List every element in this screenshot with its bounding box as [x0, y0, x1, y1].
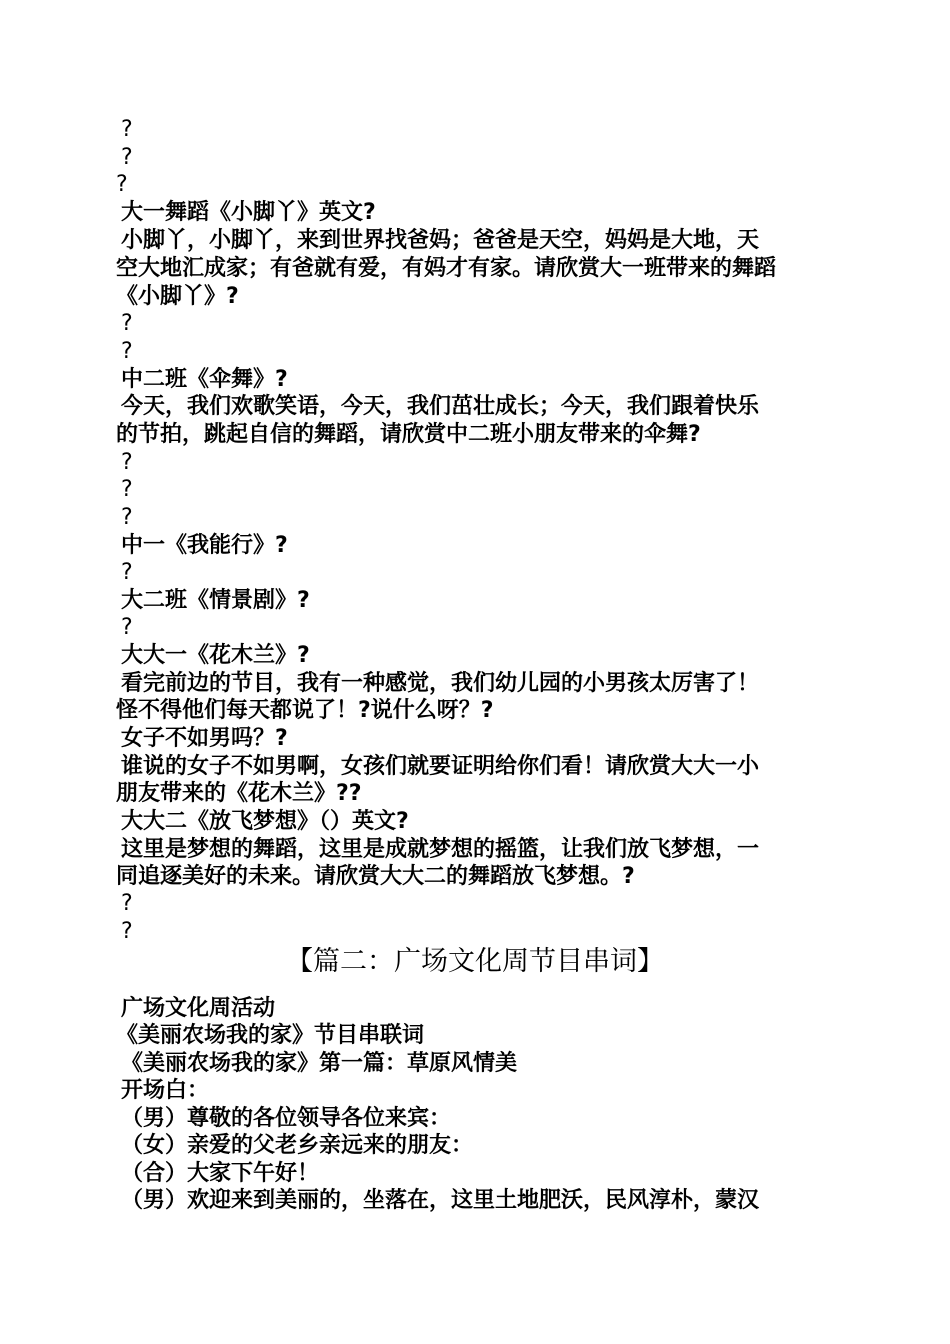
section-title: 【篇二：广场文化周节目串词】	[286, 946, 664, 977]
text-line: ?	[121, 560, 133, 585]
text-line: 的节拍，跳起自信的舞蹈，请欣赏中二班小朋友带来的伞舞?	[116, 422, 701, 447]
text-line: 广场文化周活动	[121, 996, 276, 1021]
program-title: 中二班《伞舞》?	[121, 367, 288, 392]
text-line: ?	[121, 615, 133, 640]
program-title: 大二班《情景剧》?	[121, 588, 310, 613]
text-line: ?	[121, 505, 133, 530]
text-line: ?	[121, 339, 133, 364]
text-line: 看完前边的节目，我有一种感觉，我们幼儿园的小男孩太厉害了！	[121, 671, 760, 696]
text-line: （男）尊敬的各位领导各位来宾：	[121, 1106, 452, 1131]
text-line: 《美丽农场我的家》节目串联词	[116, 1023, 425, 1048]
text-line: 今天，我们欢歌笑语，今天，我们茁壮成长；今天，我们跟着快乐	[121, 394, 760, 419]
text-line: （女）亲爱的父老乡亲远来的朋友：	[121, 1133, 474, 1158]
text-line: ?	[121, 450, 133, 475]
text-line: ?	[121, 891, 133, 916]
text-line: 开场白：	[121, 1078, 210, 1103]
text-line: 朋友带来的《花木兰》??	[116, 781, 362, 806]
text-line: ?	[116, 172, 128, 197]
text-line: 小脚丫，小脚丫，来到世界找爸妈；爸爸是天空，妈妈是大地，天	[121, 228, 760, 253]
text-line: 《美丽农场我的家》第一篇：草原风情美	[121, 1051, 518, 1076]
text-line: 怪不得他们每天都说了！?说什么呀？?	[116, 698, 494, 723]
text-line: 谁说的女子不如男啊，女孩们就要证明给你们看！请欣赏大大一小	[121, 754, 760, 779]
text-line: 同追逐美好的未来。请欣赏大大二的舞蹈放飞梦想。?	[116, 864, 635, 889]
program-title: 大大二《放飞梦想》（）英文?	[121, 809, 409, 834]
program-title: 大大一《花木兰》?	[121, 643, 310, 668]
text-line: （男）欢迎来到美丽的，坐落在，这里土地肥沃，民风淳朴，蒙汉	[121, 1188, 760, 1213]
text-line: 女子不如男吗？?	[121, 726, 288, 751]
text-line: ?	[121, 117, 133, 142]
text-line: ?	[121, 919, 133, 944]
text-line: 这里是梦想的舞蹈，这里是成就梦想的摇篮，让我们放飞梦想，一	[121, 837, 760, 862]
text-line: ?	[121, 477, 133, 502]
text-line: 空大地汇成家；有爸就有爱，有妈才有家。请欣赏大一班带来的舞蹈	[116, 256, 777, 281]
text-line: 《小脚丫》?	[116, 284, 239, 309]
text-line: ?	[121, 145, 133, 170]
text-line: （合）大家下午好！	[121, 1161, 320, 1186]
program-title: 大一舞蹈《小脚丫》英文?	[121, 200, 376, 225]
text-line: ?	[121, 311, 133, 336]
program-title: 中一《我能行》?	[121, 533, 288, 558]
